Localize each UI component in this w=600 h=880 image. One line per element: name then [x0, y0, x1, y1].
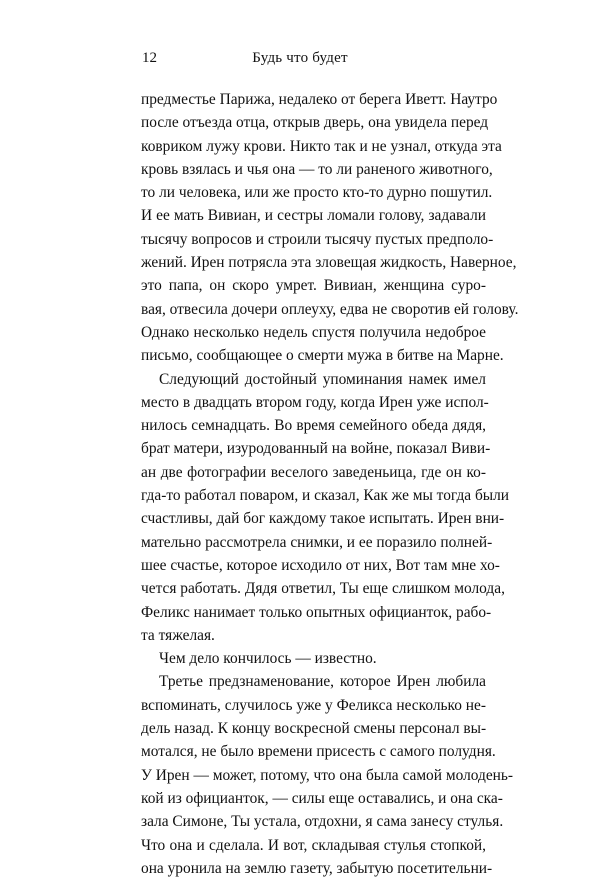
text-line: брат матери, изуродованный на войне, показал Виви-	[141, 440, 491, 458]
text-line: Чем дело кончилось — известно.	[159, 650, 377, 668]
text-line: кой из официанток, — силы еще оставались, и она ска-	[141, 789, 503, 807]
running-head: Будь что будет	[252, 50, 348, 66]
text-line: предместье Парижа, недалеко от берега Иветт. Наутро	[141, 91, 498, 108]
text-line: чется работать. Дядя ответил, Ты еще слишком молода,	[141, 580, 505, 598]
text-line: Следующий достойный упоминания намек имел	[159, 370, 486, 388]
text-line: тысячу вопросов и строили тысячу пустых предполо-	[141, 230, 494, 248]
text-line: кровь взялась и чья она — то ли раненого животного,	[141, 160, 493, 178]
text-line: Третье предзнаменование, которое Ирен любила	[159, 673, 486, 691]
text-line: место в двадцать втором году, когда Ирен уже испол-	[141, 393, 489, 411]
text-line: Что она и сделала. И вот, складывая стулья стопкой,	[141, 836, 486, 854]
page-number: 12	[142, 50, 157, 66]
text-line: после отъезда отца, открыв дверь, она увидела перед	[141, 114, 489, 132]
text-line: жений. Ирен потрясла эта зловещая жидкость, Наверное,	[141, 254, 517, 272]
text-line: нилось семнадцать. Во время семейного обеда дядя,	[141, 417, 486, 435]
text-line: мательно рассмотрела снимки, и ее поразило полней-	[141, 533, 493, 551]
text-line: шее счастье, которое исходило от них, Вот там мне хо-	[141, 556, 500, 574]
body-text	[141, 88, 519, 880]
text-line: дель назад. К концу воскресной смены персонал вы-	[141, 720, 487, 738]
text-line: она уронила на землю газету, забытую посетительни-	[141, 859, 493, 877]
text-line: счастливы, дай бог каждому такое испытать. Ирен вни-	[141, 510, 505, 528]
text-line: Феликс нанимает только опытных официанток, рабо-	[141, 603, 492, 621]
text-line: гда-то работал поваром, и сказал, Как же мы тогда были	[141, 487, 510, 505]
text-line: то ли человека, или же просто кто-то дурно пошутил.	[141, 184, 493, 202]
text-line: ковриком лужу крови. Никто так и не узнал, откуда эта	[141, 137, 502, 155]
text-line: И ее мать Вивиан, и сестры ломали голову, задавали	[141, 207, 486, 225]
text-line: та тяжелая.	[141, 626, 215, 644]
text-line: это папа, он скоро умрет. Вивиан, женщина суро-	[141, 277, 486, 295]
text-line: вая, отвесила дочери оплеуху, едва не своротив ей голову.	[141, 300, 519, 318]
text-line: письмо, сообщающее о смерти мужа в битве на Марне.	[141, 347, 504, 365]
text-line: вспоминать, случилось уже у Феликса несколько не-	[141, 696, 486, 714]
text-line: У Ирен — может, потому, что она была самой молодень-	[141, 766, 514, 784]
text-line: Однако несколько недель спустя получила недоброе	[141, 323, 486, 341]
text-line: ан две фотографии веселого заведеньица, где он ко-	[141, 463, 486, 481]
text-line: мотался, не было времени присесть с самого полудня.	[141, 743, 496, 761]
text-line: зала Симоне, Ты устала, отдохни, я сама занесу стулья.	[141, 813, 504, 831]
